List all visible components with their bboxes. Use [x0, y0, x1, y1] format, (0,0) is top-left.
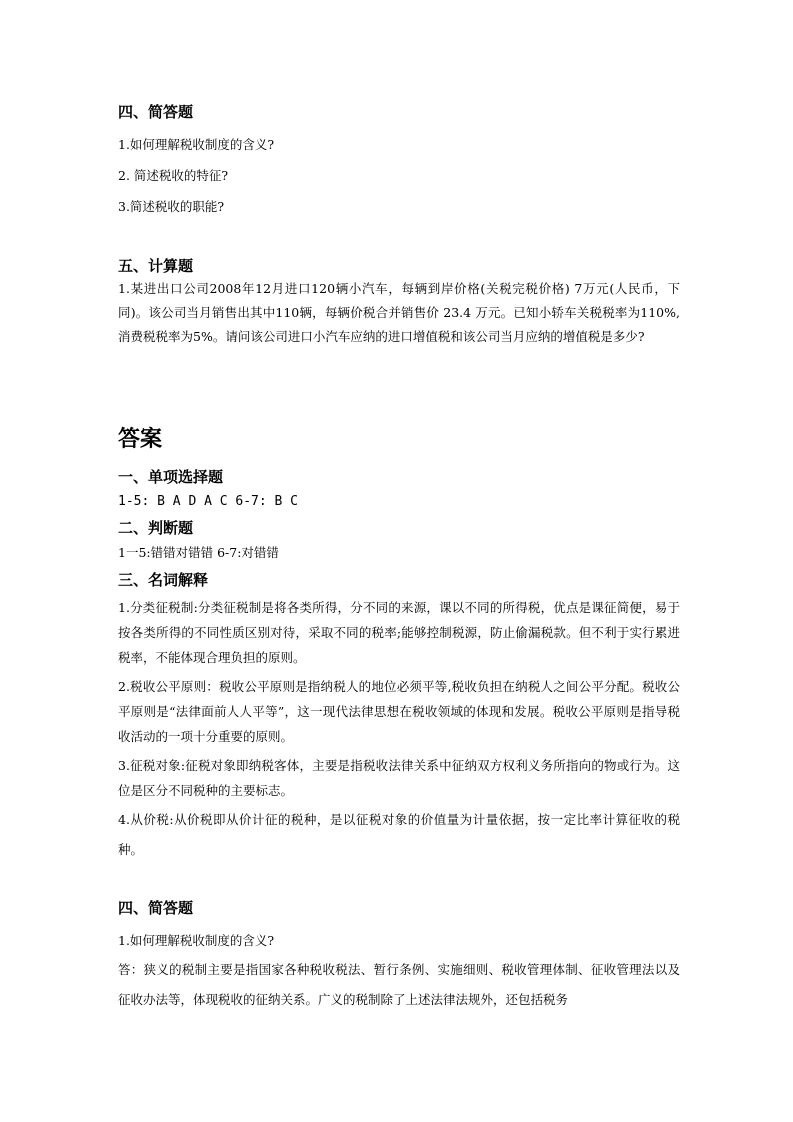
section-heading-calculation: 五、计算题	[118, 257, 194, 275]
question-2: 2. 简述税收的特征?	[118, 168, 229, 183]
answer-1-text: 答：狭义的税制主要是指国家各种税收税法、暂行条例、实施细则、税收管理体制、征收管理法以及征收办法等，体现税收的征纳关系。广义的税制除了上述法律法规外，还包括税务	[118, 962, 680, 1007]
section-heading-short-answer: 四、简答题	[118, 103, 194, 121]
answer-single-choice: 1-5: B A D A C 6-7: B C	[118, 494, 299, 509]
answer-question-1: 1.如何理解税收制度的含义?	[118, 933, 275, 948]
term-definition-1: 1.分类征税制:分类征税制是将各类所得，分不同的来源，课以不同的所得税，优点是课征简便，易于按各类所得的不同性质区别对待，采取不同的税率;能够控制税源，防止偷漏税款。但不利于实行累进税率，不能体现合理负担的原则。	[118, 600, 680, 665]
calculation-question: 1.某进出口公司2008年12月进口120辆小汽车，每辆到岸价格(关税完税价格) 7万元(人民币，下同)。该公司当月销售出其中110辆，每辆价税合并销售价 23.4 万元。已知小轿车关税税率为110%,消费税税率为5%。请问该公司进口小汽车应纳的进口增值税和该公司当月应纳的增值税是多少?	[118, 281, 680, 344]
answers-title: 答案	[118, 427, 163, 452]
answer-heading-terms: 三、名词解释	[118, 571, 209, 589]
term-definition-2: 2.税收公平原则：税收公平原则是指纳税人的地位必须平等,税收负担在纳税人之间公平分配。税收公平原则是“法律面前人人平等”，这一现代法律思想在税收领域的体现和发展。税收公平原则是指导税收活动的一项十分重要的原则。	[118, 679, 680, 744]
term-definition-4: 4.从价税:从价税即从价计征的税种，是以征税对象的价值量为计量依据，按一定比率计算征收的税种。	[118, 812, 680, 857]
answer-heading-true-false: 二、判断题	[118, 519, 194, 537]
question-1: 1.如何理解税收制度的含义?	[118, 137, 275, 152]
term-definition-3: 3.征税对象:征税对象即纳税客体，主要是指税收法律关系中征纳双方权利义务所指向的物或行为。这位是区分不同税种的主要标志。	[118, 758, 680, 798]
answer-heading-short-answer: 四、简答题	[118, 899, 194, 917]
question-3: 3.简述税收的职能?	[118, 199, 225, 214]
answer-heading-single-choice: 一、单项选择题	[118, 468, 224, 486]
answer-true-false: 1一5:错错对错错 6-7:对错错	[118, 545, 279, 560]
